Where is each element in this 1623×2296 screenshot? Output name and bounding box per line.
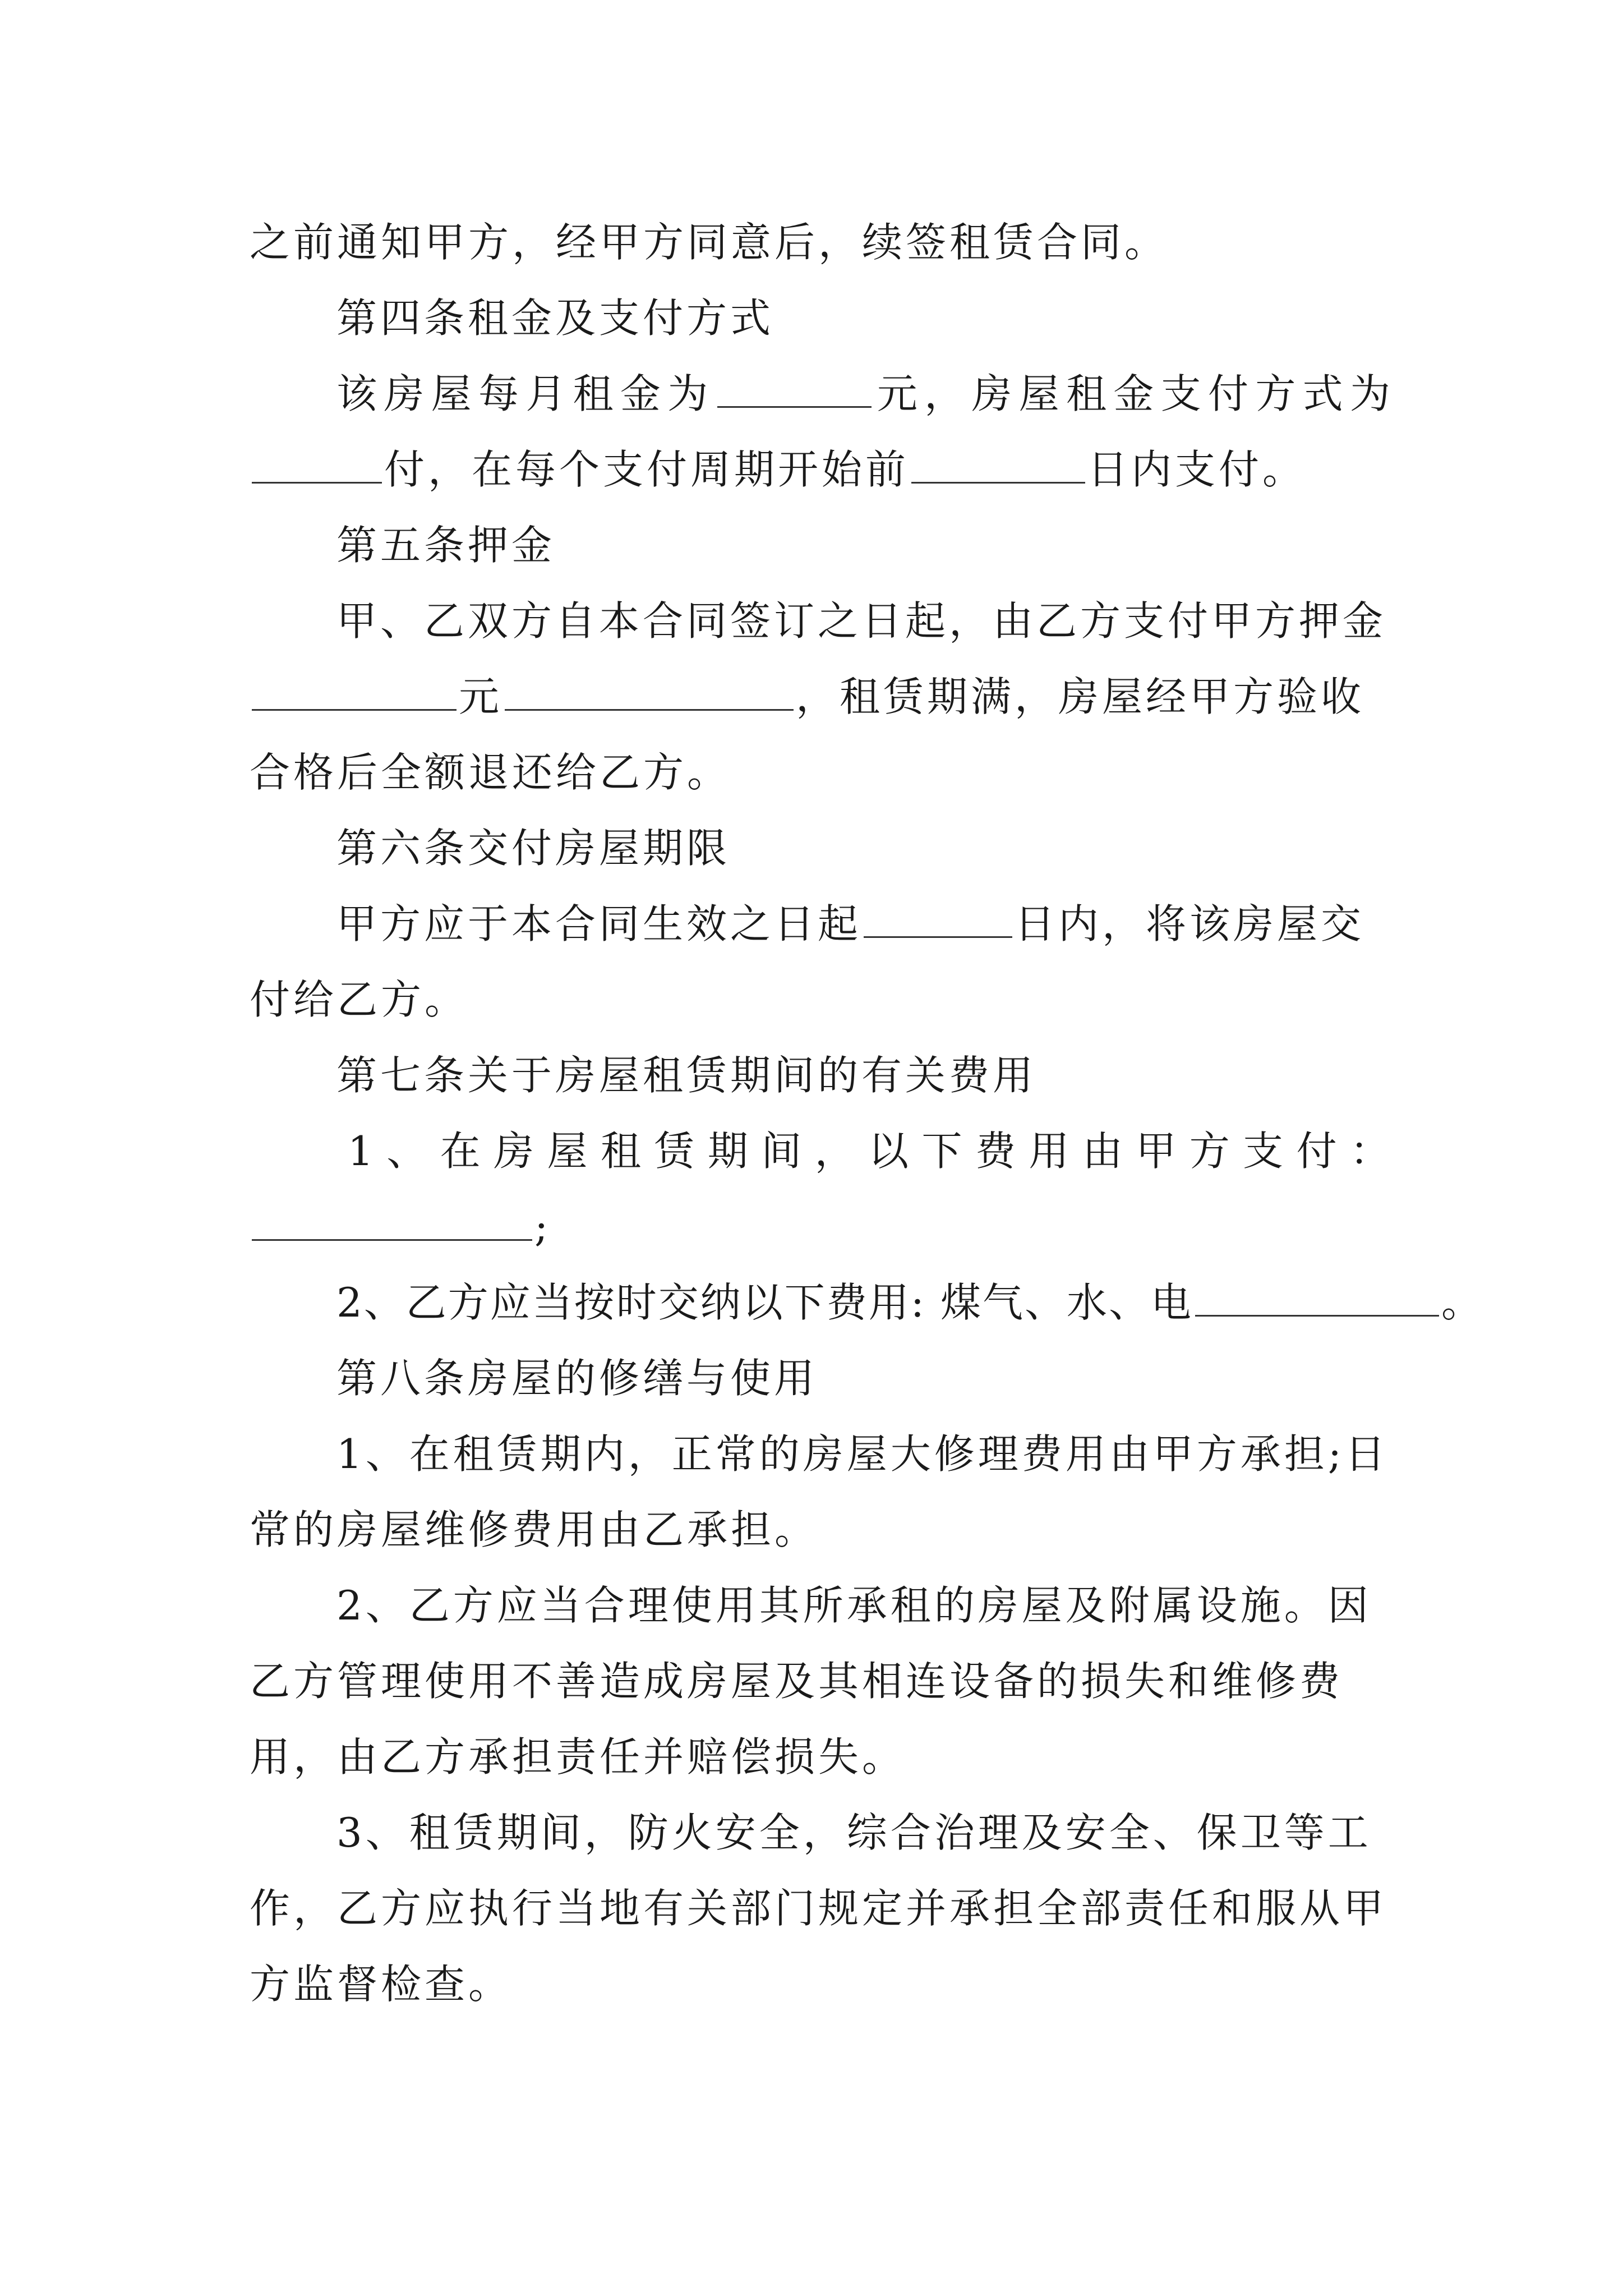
section-heading [336,506,1394,585]
line-text: 2、乙方应当合理使用其所承租的房屋及附属设施。因 [336,1582,1372,1629]
text-line [336,1415,1394,1493]
text-line [336,355,1394,433]
heading-text: 第八条房屋的修缮与使用 [336,1355,818,1402]
line-text: 元，房屋租金支付方式为 [873,370,1394,417]
text-line [250,657,1394,736]
line-text: 常的房屋维修费用由乙承担。 [250,1506,819,1553]
fill-blank [1195,1276,1439,1317]
text-line [250,733,1394,812]
text-line [250,203,1394,282]
fill-blank [911,443,1085,484]
text-line [250,1718,1394,1796]
section-heading [336,279,1394,357]
fill-blank [252,1200,532,1241]
line-text: 乙方管理使用不善造成房屋及其相连设备的损失和维修费 [250,1658,1344,1705]
text-line [250,1945,1394,2023]
text-line [336,582,1394,660]
line-text: 甲方应于本合同生效之日起 [336,900,862,947]
heading-text: 第五条押金 [336,522,556,569]
line-text: 。 [1441,1279,1483,1326]
line-text: 用，由乙方承担责任并赔偿损失。 [250,1733,906,1780]
line-text: 1、在房屋租赁期间，以下费用由甲方支付： [348,1128,1394,1175]
line-text: 付给乙方。 [250,976,469,1023]
fill-blank [864,897,1012,938]
line-text: 2、乙方应当按时交纳以下费用: 煤气、水、电 [336,1279,1193,1326]
text-line [250,1642,1394,1720]
text-line [336,1263,1483,1342]
text-line [336,1793,1394,1872]
section-heading [336,1036,1394,1115]
fill-blank [252,443,382,484]
line-text: 作，乙方应执行当地有关部门规定并承担全部责任和服从甲 [250,1885,1387,1932]
section-heading [336,809,1394,887]
heading-text: 第四条租金及支付方式 [336,295,774,342]
heading-text: 第六条交付房屋期限 [336,825,731,872]
heading-text: 第七条关于房屋租赁期间的有关费用 [336,1052,1037,1099]
line-text: 合格后全额退还给乙方。 [250,749,731,796]
line-text: 日内支付。 [1087,446,1307,493]
line-text: 该房屋每月租金为 [336,370,715,417]
line-text: 付，在每个支付周期开始前 [384,446,910,493]
line-text: 1、在租赁期内，正常的房屋大修理费用由甲方承担;日 [336,1430,1389,1478]
text-line [336,1566,1394,1645]
text-line [250,1188,1394,1266]
line-text: 之前通知甲方，经甲方同意后，续签租赁合同。 [250,219,1169,266]
line-text: ，租赁期满，房屋经甲方验收 [796,673,1365,720]
section-heading [336,1339,1394,1418]
fill-blank [252,670,457,711]
text-line [250,960,1394,1039]
line-text: 元 [459,673,503,720]
text-line [336,885,1394,963]
line-text: 方监督检查。 [250,1961,513,2008]
fill-blank [505,670,794,711]
line-text: 3、租赁期间，防火安全，综合治理及安全、保卫等工 [336,1809,1372,1856]
line-text: 日内，将该房屋交 [1015,900,1365,947]
text-line [250,1869,1394,1948]
text-line [348,1112,1394,1190]
text-line [250,1490,1394,1569]
line-text: ; [534,1203,552,1250]
line-text: 甲、乙双方自本合同签订之日起，由乙方支付甲方押金 [336,597,1387,645]
fill-blank [717,367,872,408]
text-line [250,430,1394,509]
